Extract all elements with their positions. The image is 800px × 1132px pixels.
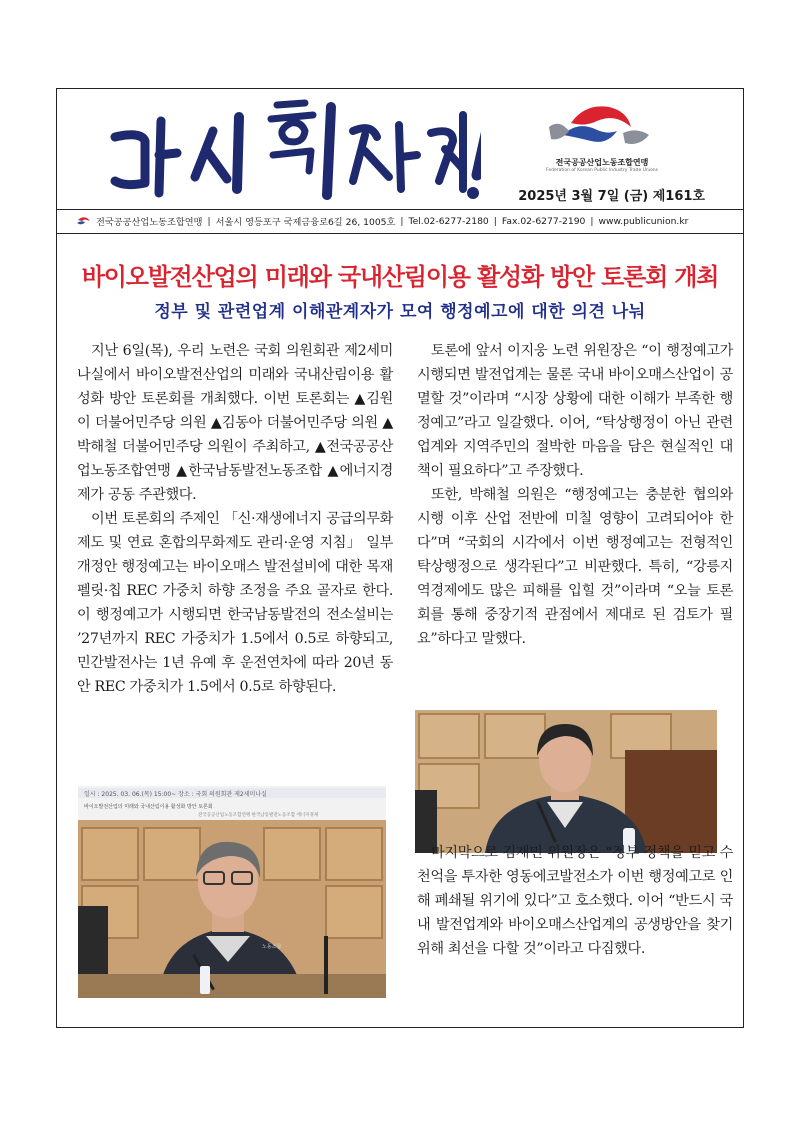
article-paragraph: 토론에 앞서 이지웅 노련 위원장은 “이 행정예고가 시행되면 발전업계는 물론 국내 바이오매스산업이 공멸할 것”이라며 “시장 상황에 대한 이해가 부족한 행정예고”라고 일갈했다. 이어, “탁상행정이 아닌 관련 업계와 지역주민의 절박한 마음을 담은 현실적인 대책이 필요하다”고 주장했다.	[417, 343, 733, 479]
federation-name-en: Federation of Korean Public Industry Trade Unions	[546, 168, 658, 173]
article-column-right-continued	[417, 841, 733, 961]
federation-name: 전국공공산업노동조합연맹	[555, 158, 649, 167]
banner-subtext: 바이오발전산업의 미래와 국내산림이용 활성화 방안 토론회	[84, 804, 213, 810]
article-paragraph: 또한, 박해철 의원은 “행정예고는 충분한 협의와 시행 이후 산업 전반에 미칠 영향이 고려되어야 한다”며 “국회의 시각에서 이번 행정예고는 전형적인 탁상행정으로 생각된다”고 비판했다. 특히, “강릉지역경제에도 많은 피해를 입힐 것”이라며 “오늘 토론회를 통해 중장기적 관점에서 제대로 된 검토가 필요”하다고 말했다.	[417, 487, 733, 647]
speaker-photo-illustration	[415, 710, 717, 853]
photo-speaker-with-microphone	[415, 710, 717, 853]
article-column-left	[77, 339, 393, 699]
article-paragraph: 마지막으로 김재민 위원장은 “정부 정책을 믿고 수천억을 투자한 영동에코발전소가 이번 행정예고로 인해 폐쇄될 위기에 있다”고 호소했다. 이어 “반드시 국내 발전업계와 바이오매스산업계의 공생방안을 찾기 위해 최선을 다할 것”이라고 다짐했다.	[417, 845, 733, 957]
newsletter-page	[56, 88, 744, 1028]
contact-website[interactable]: www.publicunion.kr	[598, 215, 689, 227]
separator: |	[207, 215, 211, 227]
article-paragraph: 지난 6일(목), 우리 노련은 국회 의원회관 제2세미나실에서 바이오발전산업의 미래와 국내산림이용 활성화 방안 토론회를 개최했다. 이번 토론회는 ▲김원이 더불어민주당 의원 ▲김동아 더불어민주당 의원 ▲박해철 더불어민주당 의원이 주최하고, ▲전국공공산업노동조합연맹 ▲한국남동발전노동조합 ▲에너지경제가 공동 주관했다.	[77, 343, 393, 503]
contact-address: 서울시 영등포구 국제금융로6길 26, 1005호	[215, 217, 396, 228]
contact-fax: Fax.02-6277-2190	[501, 215, 586, 227]
contact-bar	[57, 209, 743, 234]
vest-text: 노동조합	[262, 944, 282, 950]
masthead-logo	[101, 97, 481, 201]
masthead	[57, 89, 743, 210]
small-federation-icon	[75, 216, 91, 226]
article-column-right	[417, 339, 733, 651]
article-subheadline: 정부 및 관련업계 이해관계자가 모여 행정예고에 대한 의견 나눠	[154, 302, 646, 322]
article-paragraph: 이번 토론회의 주제인 「신·재생에너지 공급의무화제도 및 연료 혼합의무화제도 관리·운영 지침」 일부개정안 행정예고는 바이오매스 발전설비에 대한 목재펠릿·칩 REC 가중치 하향 조정을 주요 골자로 한다. 이 행정예고가 시행되면 한국남동발전의 전소설비는 ’27년까지 REC 가중치가 1.5에서 0.5로 하향되고, 민간발전사는 1년 유예 후 운전연차에 따라 20년 동안 REC 가중치가 1.5에서 0.5로 하향된다.	[77, 511, 393, 695]
banner-sponsors: 전국공공산업노동조합연맹 한국남동발전노동조합 에너지경제	[198, 813, 319, 818]
separator: |	[493, 215, 497, 227]
contact-org: 전국공공산업노동조합연맹	[96, 217, 203, 228]
contact-tel: Tel.02-6277-2180	[408, 215, 489, 227]
separator: |	[590, 215, 594, 227]
forum-photo-illustration	[78, 786, 386, 998]
photo-speaker-at-forum	[78, 786, 386, 998]
separator: |	[400, 215, 404, 227]
issue-date: 2025년 3월 7일 (금) 제161호	[518, 189, 705, 204]
article-headline: 바이오발전산업의 미래와 국내산림이용 활성화 방안 토론회 개최	[81, 263, 719, 291]
federation-logo	[545, 101, 655, 155]
banner-text: 일시 : 2025. 03. 06.(목) 15:00~ 장소 : 국회 의원회관 제2세미나실	[84, 791, 267, 798]
